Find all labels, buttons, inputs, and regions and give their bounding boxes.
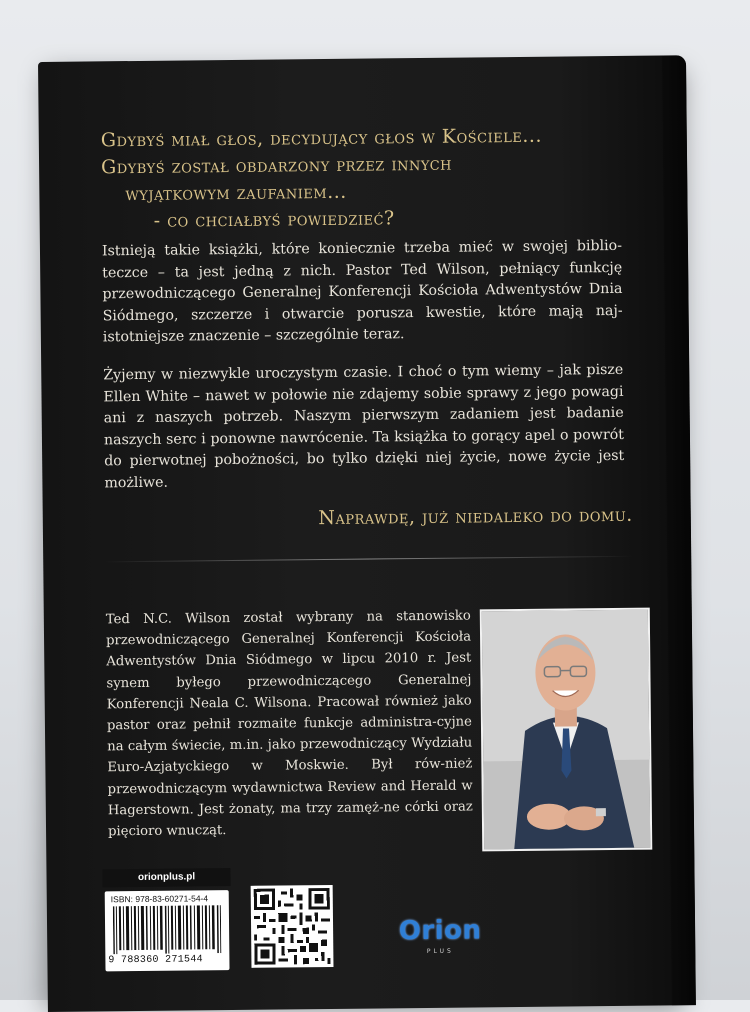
isbn-barcode	[105, 890, 230, 971]
publisher-logo	[375, 913, 506, 964]
divider-line	[103, 556, 633, 563]
barcode-number: 9 788360 271544	[108, 954, 226, 966]
cover-headline	[101, 122, 622, 235]
author-bio: Ted N.C. Wilson został wybrany na stanowisko przewodniczącego Generalnej Konferencji Kościoła Adwentystów Dnia Siódmego w lipcu 2010 r. Jest synem byłego przewodniczącego Generalnej Konferencji Neala C. Wilsona. Pracował również jako pastor oraz pełnił rozmaite funkcje administra-cyjne na całym świecie, m.in. jako przewodniczący Wydziału Euro-Azjatyckiego w Moskwie. Był rów-nież przewodniczącym wydawnictwa Review and Herald w Hagerstown. Jest żonaty, ma trzy zamęż-ne córki oraz pięcioro wnucząt.	[106, 605, 473, 842]
tagline: Naprawdę, już niedaleko do domu.	[233, 504, 633, 530]
blurb-paragraph-2: Żyjemy w niezwykle uroczystym czasie. I choć o tym wiemy – jak pisze Ellen White – nawet w połowie nie zdajemy sobie sprawy z jego powagi ani z naszych potrzeb. Naszym pierwszym zadaniem jest badanie naszych serc i ponowne nawrócenie. Ta książka to gorący apel o powrót do pierwotnej pobożności, bo tylko dzięki niej życie, nowe życie jest możliwe.	[103, 360, 624, 494]
page-edge	[662, 55, 696, 1005]
book-back-cover	[38, 55, 696, 1012]
headline-line-4: - co chciałbyś powiedzieć?	[102, 203, 622, 235]
logo-wordmark: Orion	[375, 915, 505, 946]
publisher-url-label: orionplus.pl	[102, 868, 230, 887]
isbn-text: ISBN: 978-83-60271-54-4	[111, 893, 225, 904]
author-photo	[480, 608, 653, 852]
qr-code	[251, 885, 334, 968]
logo-subtitle: PLUS	[375, 947, 505, 955]
barcode-bars	[113, 905, 221, 954]
blurb-paragraph-1: Istnieją takie książki, które koniecznie trzeba mieć w swojej biblio-teczce – ta jest jedną z nich. Pastor Ted Wilson, pełniący funkcję przewodniczącego Generalnej Konferencji Kościoła Adwentystów Dnia Siódmego, szczerze i otwarcie porusza kwestie, które mają naj-istotniejsze znaczenie – szczególnie teraz.	[102, 236, 623, 349]
author-portrait-illustration	[482, 610, 650, 850]
headline-line-3: wyjątkowym zaufaniem...	[101, 176, 621, 208]
headline-line-2: Gdybyś został obdarzony przez innych	[101, 149, 621, 181]
headline-line-1: Gdybyś miał głos, decydujący głos w Kościele...	[101, 122, 621, 154]
qr-code-pattern	[254, 888, 331, 965]
